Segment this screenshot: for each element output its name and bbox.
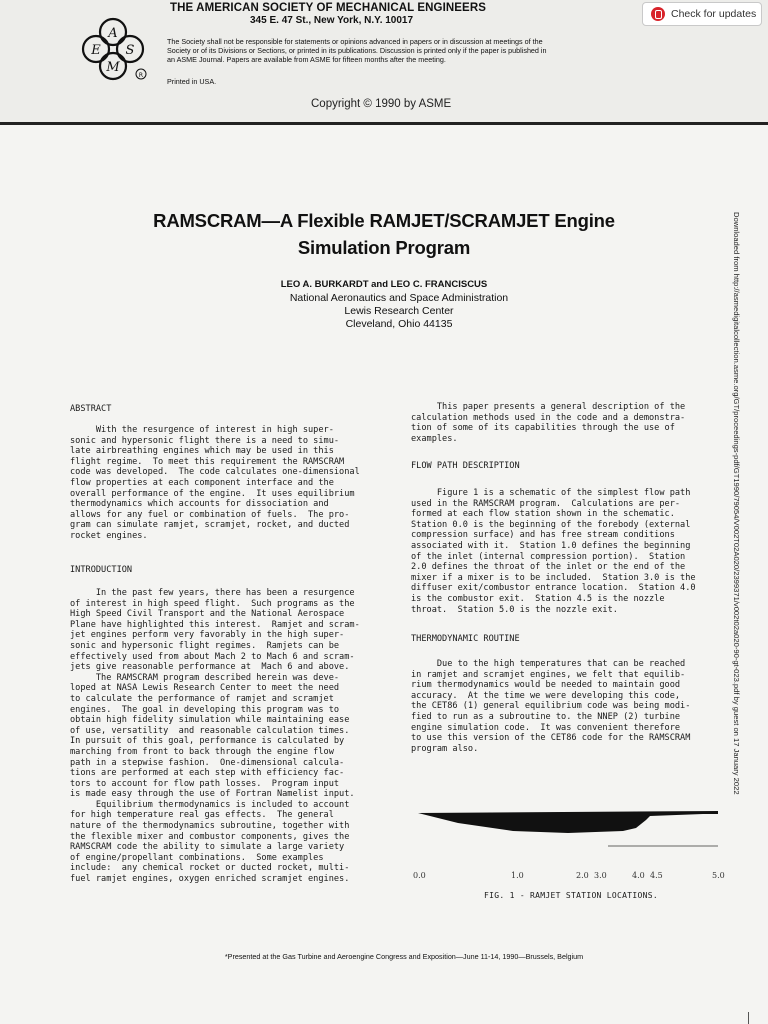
svg-text:S: S bbox=[125, 43, 135, 58]
overview-text: This paper presents a general description of the calculation methods used in the code and a demonstra- tion of some of its capabilities through the use of examples. bbox=[411, 402, 686, 444]
check-for-updates-label: Check for updates bbox=[671, 8, 757, 20]
society-address: 345 E. 47 St., New York, N.Y. 10017 bbox=[250, 15, 414, 26]
svg-text:M: M bbox=[106, 60, 120, 75]
station-label: 5.0 bbox=[712, 871, 725, 880]
ramjet-schematic-figure bbox=[418, 808, 718, 858]
engine-cowl-upper bbox=[418, 811, 718, 833]
station-label: 4.0 bbox=[632, 871, 645, 880]
copyright-notice: Copyright © 1990 by ASME bbox=[311, 98, 452, 110]
affiliation-line: National Aeronautics and Space Administration bbox=[289, 292, 509, 304]
figure-caption: FIG. 1 - RAMJET STATION LOCATIONS. bbox=[484, 891, 658, 900]
affiliation-line: Lewis Research Center bbox=[344, 305, 454, 317]
svg-text:R: R bbox=[138, 72, 144, 79]
thermodynamic-text: Due to the high temperatures that can be reached in ramjet and scramjet engines, we felt that equilib- rium thermodynamics would be needed to maintain good accuracy. At the time we were developing this code, the CET86 (1) general equilibrium code was being modi- fied to run as a subroutine to. the NNEP (2) turbine engine simulation code. It was convenient therefore to use this version of the CET86 code for the RAMSCRAM program also. bbox=[411, 659, 691, 754]
asme-header bbox=[0, 0, 768, 125]
flowpath-text: Figure 1 is a schematic of the simplest flow path used in the RAMSCRAM program. Calculations are per- formed at each flow station shown in the schematic. Station 0.0 is the beginning of the forebody (external compression surface) and has free stream conditions associated with it. Station 1.0 defines the beginning of the inlet (internal compression portion). Station 2.0 defines the throat of the inlet or the end of the mixer if a mixer is to be included. Station 3.0 is the diffuser exit/combustor entrance location. Station 4.0 is the combustor exit. Station 4.5 is the nozzle throat. Station 5.0 is the nozzle exit. bbox=[411, 488, 696, 615]
section-heading-thermodynamic: THERMODYNAMIC ROUTINE bbox=[411, 634, 520, 644]
download-sidebar-text: Downloaded from http://asmedigitalcollection.asme.org/GT/proceedings-pdf/GT1990/79054/V002T02A020/2399371/v002t02a020-90-gt-023.pdf by guest on 17 January 2022 bbox=[732, 212, 741, 795]
paper-title-line2: Simulation Program bbox=[297, 237, 471, 258]
station-label: 1.0 bbox=[511, 871, 524, 880]
check-for-updates-button[interactable] bbox=[642, 2, 762, 26]
section-heading-introduction: INTRODUCTION bbox=[70, 565, 133, 575]
section-heading-flowpath: FLOW PATH DESCRIPTION bbox=[411, 461, 520, 471]
asme-logo-icon bbox=[78, 14, 148, 84]
section-heading-abstract: ABSTRACT bbox=[70, 404, 112, 414]
presentation-footnote: *Presented at the Gas Turbine and Aeroengine Congress and Exposition—June 11-14, 1990—Brussels, Belgium bbox=[224, 952, 584, 961]
paper-authors: LEO A. BURKARDT and LEO C. FRANCISCUS bbox=[280, 279, 488, 290]
station-label: 4.5 bbox=[650, 871, 663, 880]
introduction-text: In the past few years, there has been a resurgence of interest in high speed flight. Such programs as the High Speed Civil Transport and the National Aerospace Plane have highlighted this interest. Ramjet and scram- jet engines perform very favorably in the high super- sonic and hypersonic flight regimes. Ramjets can be effectively used from about Mach 2 to Mach 6 and scram- jets give reasonable performance at Mach 6 and above. The RAMSCRAM program described herein was deve- loped at NASA Lewis Research Center to meet the need to calculate the performance of ramjet and scramjet engines. The goal in developing this program was to obtain high fidelity simulation while maintaining ease of use, versatility and reasonable calculation times. In pursuit of this goal, performance is calculated by marching from front to back through the engine flow path in a stepwise fashion. One-dimensional calcula- tions are performed at each step with efficiency fac- tors to account for flow path losses. Program input is made easy through the use of Fortran Namelist input. Equilibrium thermodynamics is included to account for high temperature real gas effects. The general nature of the thermodynamics subroutine, together with the flexible mixer and combustor components, gives the RAMSCRAM code the ability to simulate a large variety of engine/propellant combinations. Some examples include: any chemical rocket or ducted rocket, multi- fuel ramjet engines, oxygen enriched scramjet engines. bbox=[70, 588, 360, 885]
disclaimer-text: The Society shall not be responsible for statements or opinions advanced in papers or in discussion at meetings of the Society or of its Divisions or Sections, or printed in its publications. Discussion is printed only if the paper is published in an ASME Journal. Papers are available from ASME for fifteen months after the meeting. bbox=[167, 37, 547, 64]
affiliation-line: Cleveland, Ohio 44135 bbox=[345, 318, 453, 330]
paper-title-line1: RAMSCRAM—A Flexible RAMJET/SCRAMJET Engine bbox=[153, 210, 615, 231]
page-edge-mark bbox=[748, 1012, 749, 1024]
abstract-text: With the resurgence of interest in high super- sonic and hypersonic flight there is a need to simu- late airbreathing engines which may be used in this flight regime. To meet this requirement the RAMSCRAM code was developed. The code calculates one-dimensional flow properties at each component interface and the overall performance of the engine. It uses equilibrium thermodynamics which accounts for dissociation and allows for any fuel or combination of fuels. The pro- gram can simulate ramjet, scramjet, rocket, and ducted rocket engines. bbox=[70, 425, 360, 541]
crossmark-icon bbox=[651, 7, 665, 21]
station-label: 3.0 bbox=[594, 871, 607, 880]
printed-in-usa: Printed in USA. bbox=[167, 77, 217, 86]
svg-text:A: A bbox=[108, 26, 118, 41]
society-name: THE AMERICAN SOCIETY OF MECHANICAL ENGINEERS bbox=[170, 2, 486, 14]
svg-text:E: E bbox=[91, 43, 101, 58]
station-label: 0.0 bbox=[413, 871, 426, 880]
station-label: 2.0 bbox=[576, 871, 589, 880]
